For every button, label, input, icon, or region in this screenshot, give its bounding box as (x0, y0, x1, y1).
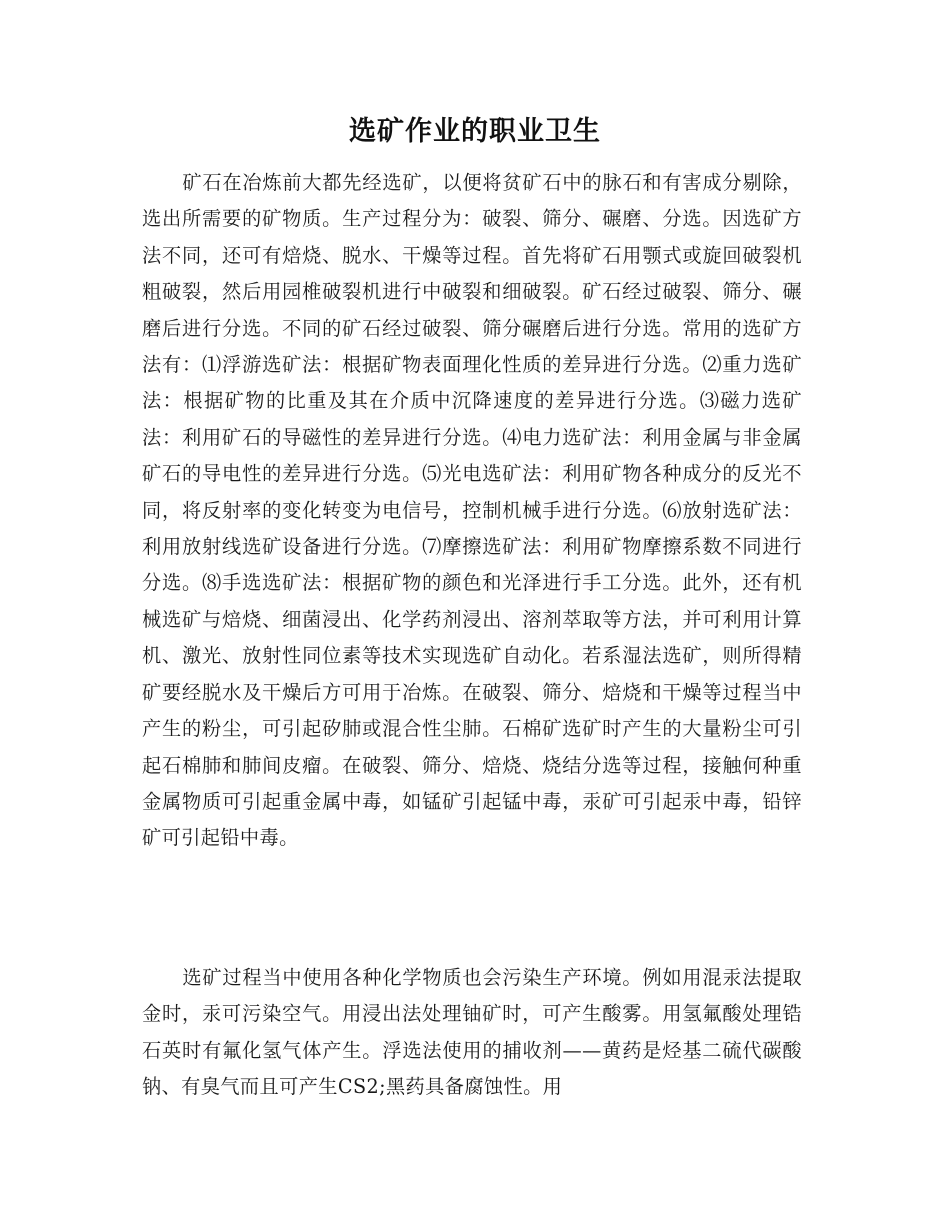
paragraph-2: 选矿过程当中使用各种化学物质也会污染生产环境。例如用混汞法提取金时，汞可污染空气。用浸出法处理铀矿时，可产生酸雾。用氢氟酸处理锆石英时有氟化氢气体产生。浮选法使用的捕收剂——黄药是烃基二硫代碳酸钠、有臭气而且可产生CS2;黑药具备腐蚀性。用 (142, 966, 802, 1099)
document-title: 选矿作业的职业卫生 (349, 116, 601, 147)
paragraph-1: 矿石在冶炼前大都先经选矿，以便将贫矿石中的脉石和有害成分剔除，选出所需要的矿物质。生产过程分为：破裂、筛分、碾磨、分选。因选矿方法不同，还可有焙烧、脱水、干燥等过程。首先将矿石用颚式或旋回破裂机粗破裂，然后用园椎破裂机进行中破裂和细破裂。矿石经过破裂、筛分、碾磨后进行分选。不同的矿石经过破裂、筛分碾磨后进行分选。常用的选矿方法有：⑴浮游选矿法：根据矿物表面理化性质的差异进行分选。⑵重力选矿法：根据矿物的比重及其在介质中沉降速度的差异进行分选。⑶磁力选矿法：利用矿石的导磁性的差异进行分选。⑷电力选矿法：利用金属与非金属矿石的导电性的差异进行分选。⑸光电选矿法：利用矿物各种成分的反光不同，将反射率的变化转变为电信号，控制机械手进行分选。⑹放射选矿法：利用放射线选矿设备进行分选。⑺摩擦选矿法：利用矿物摩擦系数不同进行分选。⑻手选选矿法：根据矿物的颜色和光泽进行手工分选。此外，还有机械选矿与焙烧、细菌浸出、化学药剂浸出、溶剂萃取等方法，并可利用计算机、激光、放射性同位素等技术实现选矿自动化。若系湿法选矿，则所得精矿要经脱水及干燥后方可用于冶炼。在破裂、筛分、焙烧和干燥等过程当中产生的粉尘，可引起矽肺或混合性尘肺。石棉矿选矿时产生的大量粉尘可引起石棉肺和肺间皮瘤。在破裂、筛分、焙烧、烧结分选等过程，接触何种重金属物质可引起重金属中毒，如锰矿引起锰中毒，汞矿可引起汞中毒，铅锌矿可引起铅中毒。 (142, 171, 802, 850)
